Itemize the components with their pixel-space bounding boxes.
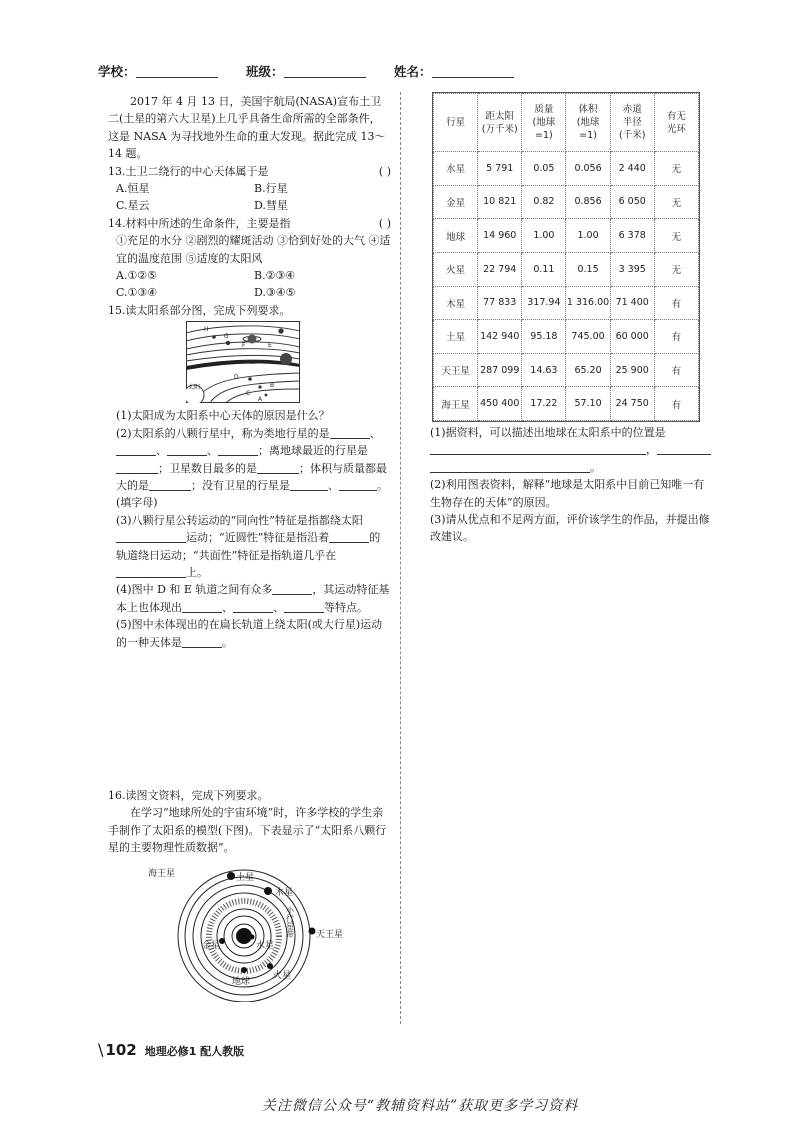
- question-15-stem: 15.读太阳系部分图，完成下列要求。: [108, 303, 291, 317]
- page-footer: \ 102 地理必修1 配人教版: [98, 1040, 245, 1059]
- table-cell: 65.20: [566, 353, 610, 387]
- page-number: 102: [105, 1041, 137, 1059]
- question-15-sub5: (5)图中未体现出的在扁长轨道上绕太阳(或大行星)运动的一种天体是 。: [116, 618, 383, 649]
- table-cell: 57.10: [566, 387, 610, 421]
- question-13: [108, 163, 391, 180]
- reading-passage: 2017 年 4 月 13 日，美国宇航局(NASA)宣布土卫二(土星的第六大卫星)上几乎具备生命所需的全部条件，这是 NASA 为寻找地外生命的重大发现。据此完成 13～14 题。: [108, 95, 386, 161]
- asteroid-belt-label: 小行星带: [285, 906, 295, 938]
- table-cell: 5 791: [478, 152, 522, 186]
- question-14-stem: 14.材料中所述的生命条件，主要是指: [108, 216, 291, 230]
- planet-name-cell: 土星: [434, 320, 478, 354]
- table-row: [434, 152, 699, 186]
- option-b: B.②③④: [254, 269, 296, 283]
- table-header-row: [434, 94, 699, 152]
- table-cell: 0.05: [522, 152, 566, 186]
- table-cell: 17.22: [522, 387, 566, 421]
- table-cell: 10 821: [478, 185, 522, 219]
- table-cell: 无: [654, 152, 698, 186]
- question-16-subquestions: [430, 424, 715, 546]
- table-cell: 0.15: [566, 252, 610, 286]
- table-cell: 317.94: [522, 286, 566, 320]
- orbit-label-g: G: [224, 333, 229, 341]
- mars-label: 火星: [273, 971, 292, 981]
- table-cell: 1 316.00: [566, 286, 610, 320]
- option-a: A.①②⑤: [116, 269, 158, 283]
- uranus-label: 天王星: [316, 930, 344, 940]
- question-15-sub4: (4)图中 D 和 E 轨道之间有众多 ，其运动特征基本上也体现出 、 、 等特点。: [116, 583, 390, 614]
- table-row: [434, 387, 699, 421]
- orbit-label-c: C: [246, 390, 251, 398]
- table-header-cell: 有无 光环: [654, 94, 698, 152]
- table-row: [434, 252, 699, 286]
- option-d: D.③④⑤: [254, 286, 296, 300]
- question-16-stem: 16.读图文资料，完成下列要求。: [108, 789, 269, 802]
- table-row: [434, 185, 699, 219]
- question-16-sub3: (3)请从优点和不足两方面，评价该学生的作品，并提出修改建议。: [430, 513, 710, 544]
- solar-system-model-diagram: [140, 862, 350, 1002]
- table-row: [434, 286, 699, 320]
- sun-label: 太阳: [188, 384, 201, 392]
- table-row: [434, 219, 699, 253]
- table-header-cell: 行星: [434, 94, 478, 152]
- orbit-label-e: E: [268, 342, 272, 350]
- table-cell: 有: [654, 387, 698, 421]
- table-header-cell: 质量 (地球 =1): [522, 94, 566, 152]
- planet-name-cell: 地球: [434, 219, 478, 253]
- option-c: C.星云: [116, 199, 150, 213]
- question-14-options: [108, 267, 391, 302]
- answer-paren: ( ): [378, 216, 391, 230]
- table-header-cell: 赤道 半径 (千米): [610, 94, 654, 152]
- table-cell: 142 940: [478, 320, 522, 354]
- table-row: [434, 353, 699, 387]
- mercury-label: 水星: [256, 941, 275, 951]
- question-16-intro: 在学习“地球所处的宇宙环境”时，许多学校的学生亲手制作了太阳系的模型(下图)。下表显示了“太阳系八颗行星的主要物理性质数据”。: [108, 806, 387, 855]
- table-cell: 287 099: [478, 353, 522, 387]
- table-cell: 1.00: [566, 219, 610, 253]
- planet-name-cell: 火星: [434, 252, 478, 286]
- option-b: B.行星: [254, 182, 288, 196]
- table-cell: 60 000: [610, 320, 654, 354]
- table-cell: 25 900: [610, 353, 654, 387]
- table-cell: 0.056: [566, 152, 610, 186]
- option-c: C.①③④: [116, 286, 158, 300]
- book-title: 地理必修1 配人教版: [144, 1045, 245, 1058]
- planet-name-cell: 水星: [434, 152, 478, 186]
- table-cell: 24 750: [610, 387, 654, 421]
- planet-name-cell: 木星: [434, 286, 478, 320]
- orbit-label-d: D: [234, 374, 239, 382]
- planet-name-cell: 海王星: [434, 387, 478, 421]
- question-14: [108, 215, 391, 232]
- table-cell: 有: [654, 320, 698, 354]
- column-divider: [400, 92, 401, 1024]
- table-cell: 2 440: [610, 152, 654, 186]
- table-cell: 77 833: [478, 286, 522, 320]
- table-header-cell: 距太阳 (万千米): [478, 94, 522, 152]
- question-16-sub1: (1)据资料，可以描述出地球在太阳系中的位置是 ， 。: [430, 424, 715, 476]
- student-info-header: [98, 62, 618, 84]
- table-cell: 745.00: [566, 320, 610, 354]
- saturn-label: 土星: [236, 873, 255, 883]
- question-13-options: [108, 180, 391, 215]
- bottom-watermark-note: 关注微信公众号“教辅资料站”获取更多学习资料: [261, 1098, 579, 1114]
- table-cell: 6 050: [610, 185, 654, 219]
- question-15-sub2: (2)太阳系的八颗行星中，称为类地行星的是 、、 、 ；离地球最近的行星是；卫星数目最多的是 ；体积与质量都最大的是 ；没有卫星的行星是 、 。(填字母): [116, 426, 388, 510]
- venus-label: 金星: [202, 941, 221, 951]
- orbit-label-a: A: [258, 396, 263, 404]
- table-cell: 14 960: [478, 219, 522, 253]
- planet-name-cell: 金星: [434, 185, 478, 219]
- neptune-label: 海王星: [148, 869, 176, 879]
- question-14-conditions: ①充足的水分 ②剧烈的耀斑活动 ③恰到好处的大气 ④适宜的温度范围 ⑤适度的太阳风: [116, 234, 391, 265]
- table-cell: 14.63: [522, 353, 566, 387]
- table-cell: 1.00: [522, 219, 566, 253]
- orbit-label-f: F: [242, 342, 246, 350]
- option-a: A.恒星: [116, 182, 150, 196]
- option-d: D.彗星: [254, 199, 288, 213]
- table-cell: 有: [654, 286, 698, 320]
- question-15-sub3: (3)八颗行星公转运动的“同向性”特征是指都绕太阳运动；“近圆性”特征是指沿着 的轨道绕日运动；“共面性”特征是指轨道几乎在上。: [116, 513, 381, 579]
- table-cell: 450 400: [478, 387, 522, 421]
- planet-name-cell: 天王星: [434, 353, 478, 387]
- question-16-sub2: (2)利用图表资料，解释“地球是太阳系中目前已知唯一有生物存在的天体”的原因。: [430, 478, 705, 509]
- planet-data-table: [432, 92, 700, 422]
- question-15-sub1: (1)太阳成为太阳系中心天体的原因是什么？: [116, 409, 330, 423]
- table-cell: 无: [654, 219, 698, 253]
- solar-system-figure-slot: [108, 319, 391, 407]
- question-16: [108, 787, 391, 857]
- table-cell: 3 395: [610, 252, 654, 286]
- solar-system-partial-diagram: [186, 321, 300, 403]
- table-row: [434, 320, 699, 354]
- table-cell: 有: [654, 353, 698, 387]
- answer-paren: ( ): [378, 164, 391, 178]
- table-cell: 95.18: [522, 320, 566, 354]
- orbit-label-b: B: [270, 382, 275, 390]
- table-cell: 0.856: [566, 185, 610, 219]
- table-header-cell: 体积 (地球 =1): [566, 94, 610, 152]
- table-cell: 无: [654, 252, 698, 286]
- question-13-stem: 13.土卫二绕行的中心天体属于是: [108, 164, 269, 178]
- table-cell: 22 794: [478, 252, 522, 286]
- orbit-label-h: H: [204, 326, 209, 334]
- school-field[interactable]: 学校：: [98, 62, 218, 80]
- earth-label: 地球: [232, 977, 251, 987]
- table-cell: 71 400: [610, 286, 654, 320]
- table-cell: 0.82: [522, 185, 566, 219]
- table-cell: 0.11: [522, 252, 566, 286]
- name-field[interactable]: 姓名：: [394, 62, 514, 80]
- table-cell: 6 378: [610, 219, 654, 253]
- table-cell: 无: [654, 185, 698, 219]
- class-field[interactable]: 班级：: [246, 62, 366, 80]
- jupiter-label: 木星: [275, 888, 294, 898]
- left-column: [108, 93, 391, 651]
